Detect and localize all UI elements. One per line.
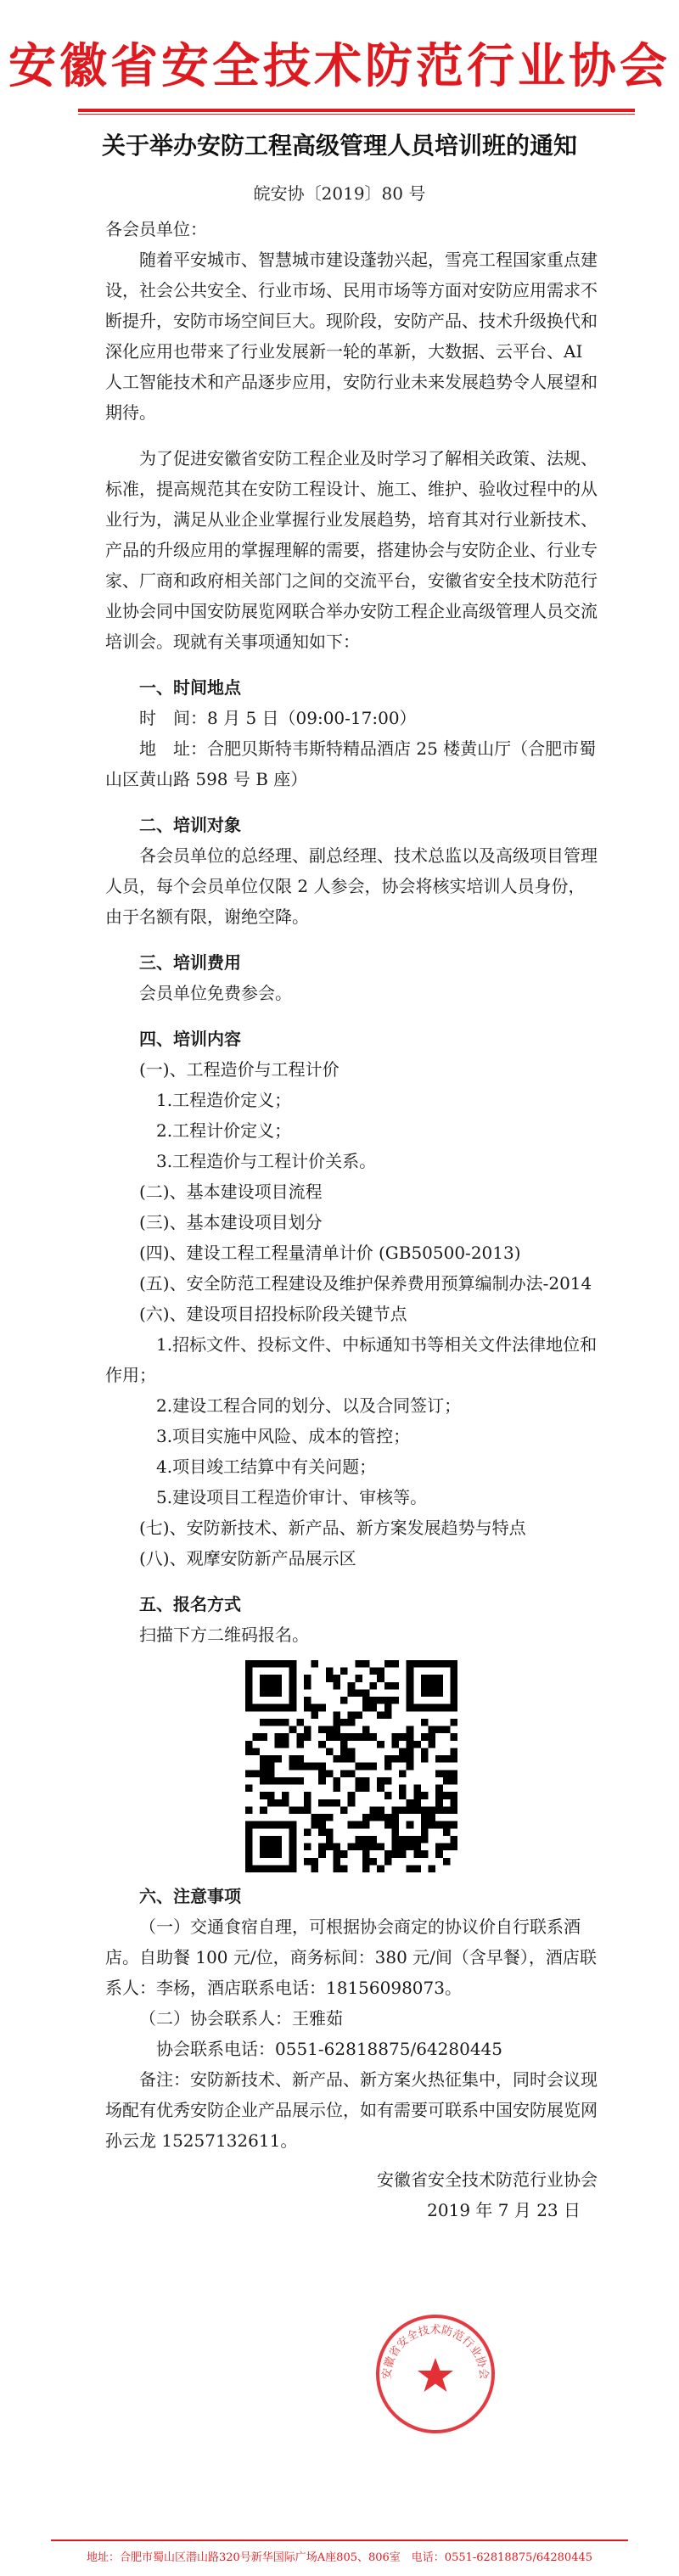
seal-star-icon	[418, 2358, 453, 2392]
audience-text: 各会员单位的总经理、副总经理、技术总监以及高级项目管理人员，每个会员单位仅限 2 人参会，协会将核实培训人员身份，由于名额有限，谢绝空降。	[105, 845, 598, 927]
fee-text: 会员单位免费参会。	[139, 983, 292, 1003]
content-subitem: 4.项目竣工结算中有关问题；	[156, 1456, 377, 1477]
signature-org: 安徽省安全技术防范行业协会	[377, 2169, 598, 2190]
footer-red-rule	[51, 2540, 628, 2541]
content-item: (六)、建设项目招投标阶段关键节点	[139, 1304, 407, 1324]
notes-paragraph-1: （一）交通食宿自理，可根据协会商定的协议价自行联系酒店。自助餐 100 元/位，商务标间：380 元/间（含早餐），酒店联系人：李杨，酒店联系电话：18156098073。	[105, 1917, 597, 1998]
content-item: (一)、工程造价与工程计价	[139, 1059, 340, 1080]
address-line: 地 址：合肥贝斯特韦斯特精品酒店 25 楼黄山厅（合肥市蜀山区黄山路 598 号 B 座）	[105, 738, 597, 789]
document-title: 关于举办安防工程高级管理人员培训班的通知	[101, 132, 577, 160]
notes-contact-person: （二）协会联系人：王雅茹	[139, 2008, 343, 2029]
content-subitem: 3.工程造价与工程计价关系。	[156, 1151, 377, 1171]
content-subitem: 1.工程造价定义；	[156, 1090, 292, 1110]
time-line: 时 间：8 月 5 日（09:00-17:00）	[139, 708, 417, 728]
document-number: 皖安协〔2019〕80 号	[253, 183, 426, 204]
content-subitem: 3.项目实施中风险、成本的管控；	[156, 1426, 411, 1446]
notes-contact-phone: 协会联系电话：0551-62818875/64280445	[156, 2039, 502, 2059]
registration-qr-code[interactable]	[245, 1660, 457, 1872]
content-item: (七)、安防新技术、新产品、新方案发展趋势与特点	[139, 1518, 526, 1538]
content-subitem: 1.招标文件、投标文件、中标通知书等相关文件法律地位和作用；	[105, 1334, 598, 1385]
content-subitem: 2.工程计价定义；	[156, 1120, 292, 1141]
qr-code-container	[105, 1660, 598, 1872]
section-heading-fee: 三、培训费用	[139, 952, 241, 973]
signature-date: 2019 年 7 月 23 日	[427, 2200, 581, 2220]
header-red-rule	[78, 109, 635, 112]
signature-block	[105, 2164, 598, 2225]
footer	[0, 2540, 679, 2576]
section-heading-audience: 二、培训对象	[139, 815, 241, 835]
content-item: (五)、安全防范工程建设及维护保养费用预算编制办法-2014	[139, 1273, 592, 1294]
letterhead	[0, 0, 679, 160]
content-subitem: 5.建设项目工程造价审计、审核等。	[156, 1487, 428, 1507]
content-item: (四)、建设工程工程量清单计价 (GB50500-2013)	[139, 1243, 521, 1263]
seal-text: 安徽省安全技术防范行业协会	[380, 2324, 491, 2380]
org-name-banner: 安徽省安全技术防范行业协会	[8, 38, 671, 94]
content-item: (二)、基本建设项目流程	[139, 1181, 323, 1202]
intro-paragraph-2: 为了促进安徽省安防工程企业及时学习了解相关政策、法规、标准，提高规范其在安防工程设计、施工、维护、验收过程中的从业行为，满足从业企业掌握行业发展趋势，培育其对行业新技术、产品的升级应用的掌握理解的需要，搭建协会与安防企业、行业专家、厂商和政府相关部门之间的交流平台，安徽省安全技术防范行业协会同中国安防展览网联合举办安防工程企业高级管理人员交流培训会。现就有关事项通知如下：	[105, 448, 598, 652]
intro-paragraph-1: 随着平安城市、智慧城市建设蓬勃兴起，雪亮工程国家重点建设，社会公共安全、行业市场、民用市场等方面对安防应用需求不断提升，安防市场空间巨大。现阶段，安防产品、技术升级换代和深化应用也带来了行业发展新一轮的革新，大数据、云平台、AI 人工智能技术和产品逐步应用，安防行业未来发展趋势令人展望和期待。	[105, 250, 598, 423]
content-item: (三)、基本建设项目划分	[139, 1212, 323, 1232]
header-red-rule-thin	[78, 114, 635, 115]
section-heading-time-place: 一、时间地点	[139, 677, 241, 698]
section-heading-registration: 五、报名方式	[139, 1594, 241, 1614]
official-seal	[372, 2310, 499, 2438]
document-body	[105, 214, 598, 2225]
salutation: 各会员单位：	[105, 219, 207, 239]
section-heading-notes: 六、注意事项	[139, 1886, 241, 1906]
content-item: (八)、观摩安防新产品展示区	[139, 1548, 356, 1569]
section-heading-content: 四、培训内容	[139, 1029, 241, 1049]
training-content-list	[105, 1054, 598, 1574]
notes-remark: 备注：安防新技术、新产品、新方案火热征集中，同时会议现场配有优秀安防企业产品展示位，如有需要可联系中国安防展览网孙云龙 15257132611。	[105, 2069, 598, 2151]
footer-contact-text: 地址：合肥市蜀山区潜山路320号新华国际广场A座805、806室 电话：0551-62818875/64280445	[86, 2551, 593, 2564]
content-subitem: 2.建设工程合同的划分、以及合同签订；	[156, 1395, 462, 1416]
registration-text: 扫描下方二维码报名。	[139, 1625, 309, 1645]
